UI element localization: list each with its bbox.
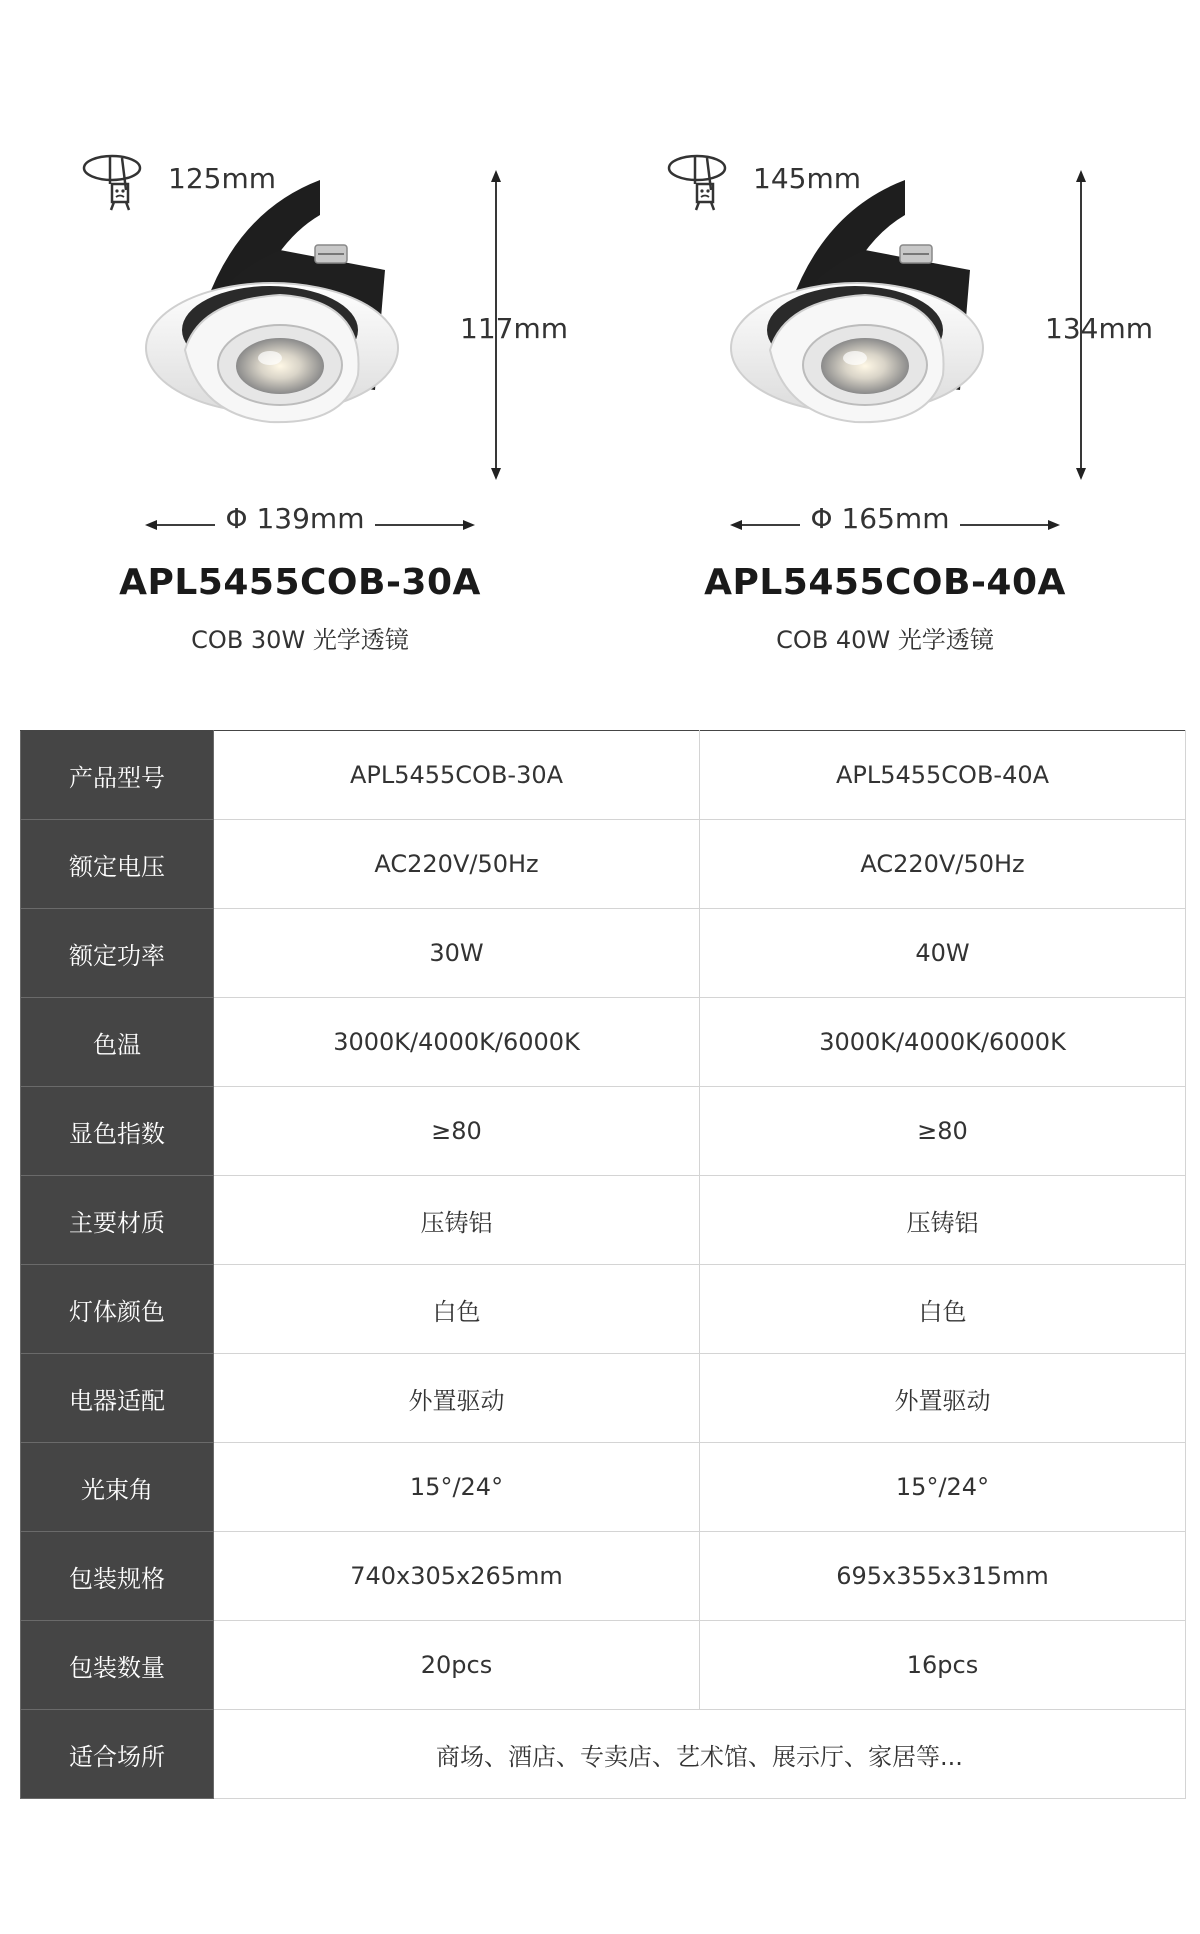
row-label: 包装规格 <box>21 1532 214 1621</box>
row-label: 光束角 <box>21 1443 214 1532</box>
cell-30a: ≥80 <box>214 1087 700 1176</box>
cell-40a: 15°/24° <box>700 1443 1186 1532</box>
row-label: 额定电压 <box>21 820 214 909</box>
cell-40a: AC220V/50Hz <box>700 820 1186 909</box>
row-label: 产品型号 <box>21 731 214 820</box>
row-label: 主要材质 <box>21 1176 214 1265</box>
cell-30a: 3000K/4000K/6000K <box>214 998 700 1087</box>
diameter-size: Φ 165mm <box>800 502 960 535</box>
product-card-30a <box>20 130 580 670</box>
cell-30a: 压铸铝 <box>214 1176 700 1265</box>
table-row <box>21 1087 1186 1176</box>
table-row <box>21 820 1186 909</box>
cell-40a: 白色 <box>700 1265 1186 1354</box>
table-row <box>21 1710 1186 1799</box>
cell-40a: APL5455COB-40A <box>700 731 1186 820</box>
row-label: 适合场所 <box>21 1710 214 1799</box>
row-label: 额定功率 <box>21 909 214 998</box>
table-row <box>21 998 1186 1087</box>
diameter-size: Φ 139mm <box>215 502 375 535</box>
cutout-size: 145mm <box>753 162 861 195</box>
cell-40a: 3000K/4000K/6000K <box>700 998 1186 1087</box>
height-size: 134mm <box>1045 312 1153 345</box>
table-row <box>21 909 1186 998</box>
cell-30a: 15°/24° <box>214 1443 700 1532</box>
row-label: 包装数量 <box>21 1621 214 1710</box>
cell-30a: 30W <box>214 909 700 998</box>
cell-40a: 40W <box>700 909 1186 998</box>
model-subtitle: COB 40W 光学透镜 <box>776 626 994 654</box>
table-row <box>21 1265 1186 1354</box>
downlight-40a-image <box>715 160 1065 540</box>
cell-30a: APL5455COB-30A <box>214 731 700 820</box>
model-title: APL5455COB-30A <box>119 562 481 603</box>
table-row <box>21 1176 1186 1265</box>
product-card-40a <box>605 130 1165 670</box>
cell-40a: 外置驱动 <box>700 1354 1186 1443</box>
cell-30a: 20pcs <box>214 1621 700 1710</box>
model-subtitle: COB 30W 光学透镜 <box>191 626 409 654</box>
row-label: 显色指数 <box>21 1087 214 1176</box>
row-label: 灯体颜色 <box>21 1265 214 1354</box>
cell-30a: 白色 <box>214 1265 700 1354</box>
cell-40a: 16pcs <box>700 1621 1186 1710</box>
height-size: 117mm <box>460 312 568 345</box>
row-label: 电器适配 <box>21 1354 214 1443</box>
cell-30a: AC220V/50Hz <box>214 820 700 909</box>
cell-40a: 695x355x315mm <box>700 1532 1186 1621</box>
cell-40a: ≥80 <box>700 1087 1186 1176</box>
model-title: APL5455COB-40A <box>704 562 1066 603</box>
table-row <box>21 731 1186 820</box>
downlight-30a-image <box>130 160 480 540</box>
table-row <box>21 1621 1186 1710</box>
spec-table <box>20 730 1186 1799</box>
cell-30a: 740x305x265mm <box>214 1532 700 1621</box>
table-row <box>21 1443 1186 1532</box>
cell-40a: 压铸铝 <box>700 1176 1186 1265</box>
table-row <box>21 1354 1186 1443</box>
row-label: 色温 <box>21 998 214 1087</box>
cell-30a: 外置驱动 <box>214 1354 700 1443</box>
cell-applications: 商场、酒店、专卖店、艺术馆、展示厅、家居等... <box>214 1710 1186 1799</box>
cutout-size: 125mm <box>168 162 276 195</box>
table-row <box>21 1532 1186 1621</box>
